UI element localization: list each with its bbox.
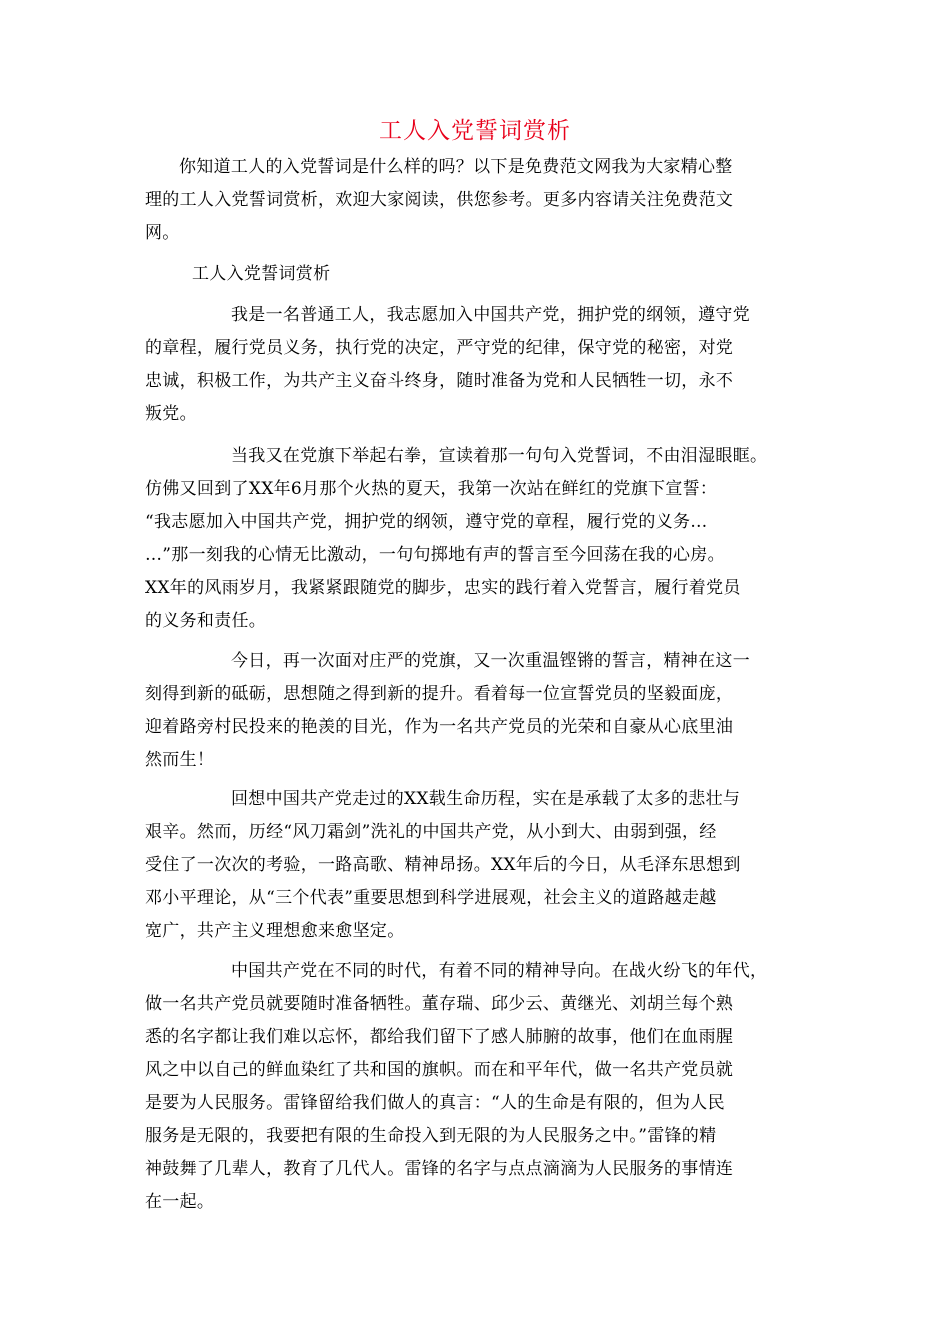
paragraph-line: 在一起。 <box>145 1192 215 1212</box>
paragraph-line: 悉的名字都让我们难以忘怀，都给我们留下了感人肺腑的故事，他们在血雨腥 <box>145 1027 734 1047</box>
intro-paragraph <box>145 151 817 250</box>
paragraph-line: 忠诚，积极工作，为共产主义奋斗终身，随时准备为党和人民牺牲一切，永不 <box>145 371 734 391</box>
paragraph-line: …”那一刻我的心情无比激动，一句句掷地有声的誓言至今回荡在我的心房。 <box>145 545 725 565</box>
paragraph-line: 做一名共产党员就要随时准备牺牲。董存瑞、邱少云、黄继光、刘胡兰每个熟 <box>145 994 734 1014</box>
paragraph-line: 中国共产党在不同的时代，有着不同的精神导向。在战火纷飞的年代， <box>231 961 768 981</box>
paragraph-line: 风之中以自己的鲜血染红了共和国的旗帜。而在和平年代，做一名共产党员就 <box>145 1060 734 1080</box>
paragraph-line: 我是一名普通工人，我志愿加入中国共产党，拥护党的纲领，遵守党 <box>231 305 750 325</box>
intro-line: 网。 <box>145 223 180 243</box>
paragraph-line: 神鼓舞了几辈人，教育了几代人。雷锋的名字与点点滴滴为人民服务的事情连 <box>145 1159 734 1179</box>
paragraph-line: 宽广，共产主义理想愈来愈坚定。 <box>145 921 405 941</box>
paragraph-line: 的章程，履行党员义务，执行党的决定，严守党的纪律，保守党的秘密，对党 <box>145 338 734 358</box>
paragraph-line: 今日，再一次面对庄严的党旗，又一次重温铿锵的誓言，精神在这一 <box>231 651 750 671</box>
paragraph-line: 受住了一次次的考验，一路高歌、精神昂扬。XX年后的今日，从毛泽东思想到 <box>145 855 741 875</box>
paragraph-line: 刻得到新的砥砺，思想随之得到新的提升。看着每一位宣誓党员的坚毅面庞， <box>145 684 734 704</box>
paragraph-line: 是要为人民服务。雷锋留给我们做人的真言：“人的生命是有限的，但为人民 <box>145 1093 725 1113</box>
paragraph-oath <box>145 299 817 431</box>
intro-line: 你知道工人的入党誓词是什么样的吗？以下是免费范文网我为大家精心整 <box>179 157 733 177</box>
paragraph-line: 的义务和责任。 <box>145 611 267 631</box>
paragraph-today <box>145 645 817 777</box>
paragraph-line: XX年的风雨岁月，我紧紧跟随党的脚步，忠实的践行着入党誓言，履行着党员 <box>145 578 741 598</box>
section-subtitle: 工人入党誓词赏析 <box>192 264 331 284</box>
intro-line: 理的工人入党誓词赏析，欢迎大家阅读，供您参考。更多内容请关注免费范文 <box>145 190 734 210</box>
paragraph-spirit <box>145 955 817 1219</box>
document-title: 工人入党誓词赏析 <box>379 118 571 144</box>
paragraph-line: 邓小平理论，从“三个代表”重要思想到科学进展观，社会主义的道路越走越 <box>145 888 717 908</box>
paragraph-line: 回想中国共产党走过的XX载生命历程，实在是承载了太多的悲壮与 <box>231 789 741 809</box>
paragraph-line: 迎着路旁村民投来的艳羡的目光，作为一名共产党员的光荣和自豪从心底里油 <box>145 717 734 737</box>
paragraph-line: 叛党。 <box>145 404 197 424</box>
paragraph-line: 艰辛。然而，历经“风刀霜剑”洗礼的中国共产党，从小到大、由弱到强，经 <box>145 822 717 842</box>
paragraph-history <box>145 783 817 948</box>
paragraph-line: 当我又在党旗下举起右拳，宣读着那一句句入党誓词，不由泪湿眼眶。 <box>231 446 768 466</box>
paragraph-line: 仿佛又回到了XX年6月那个火热的夏天，我第一次站在鲜红的党旗下宣誓： <box>145 479 718 499</box>
paragraph-memory <box>145 440 817 638</box>
paragraph-line: “我志愿加入中国共产党，拥护党的纲领，遵守党的章程，履行党的义务… <box>145 512 708 532</box>
section-subtitle-block <box>145 258 817 291</box>
paragraph-line: 服务是无限的，我要把有限的生命投入到无限的为人民服务之中。”雷锋的精 <box>145 1126 717 1146</box>
paragraph-line: 然而生！ <box>145 750 215 770</box>
